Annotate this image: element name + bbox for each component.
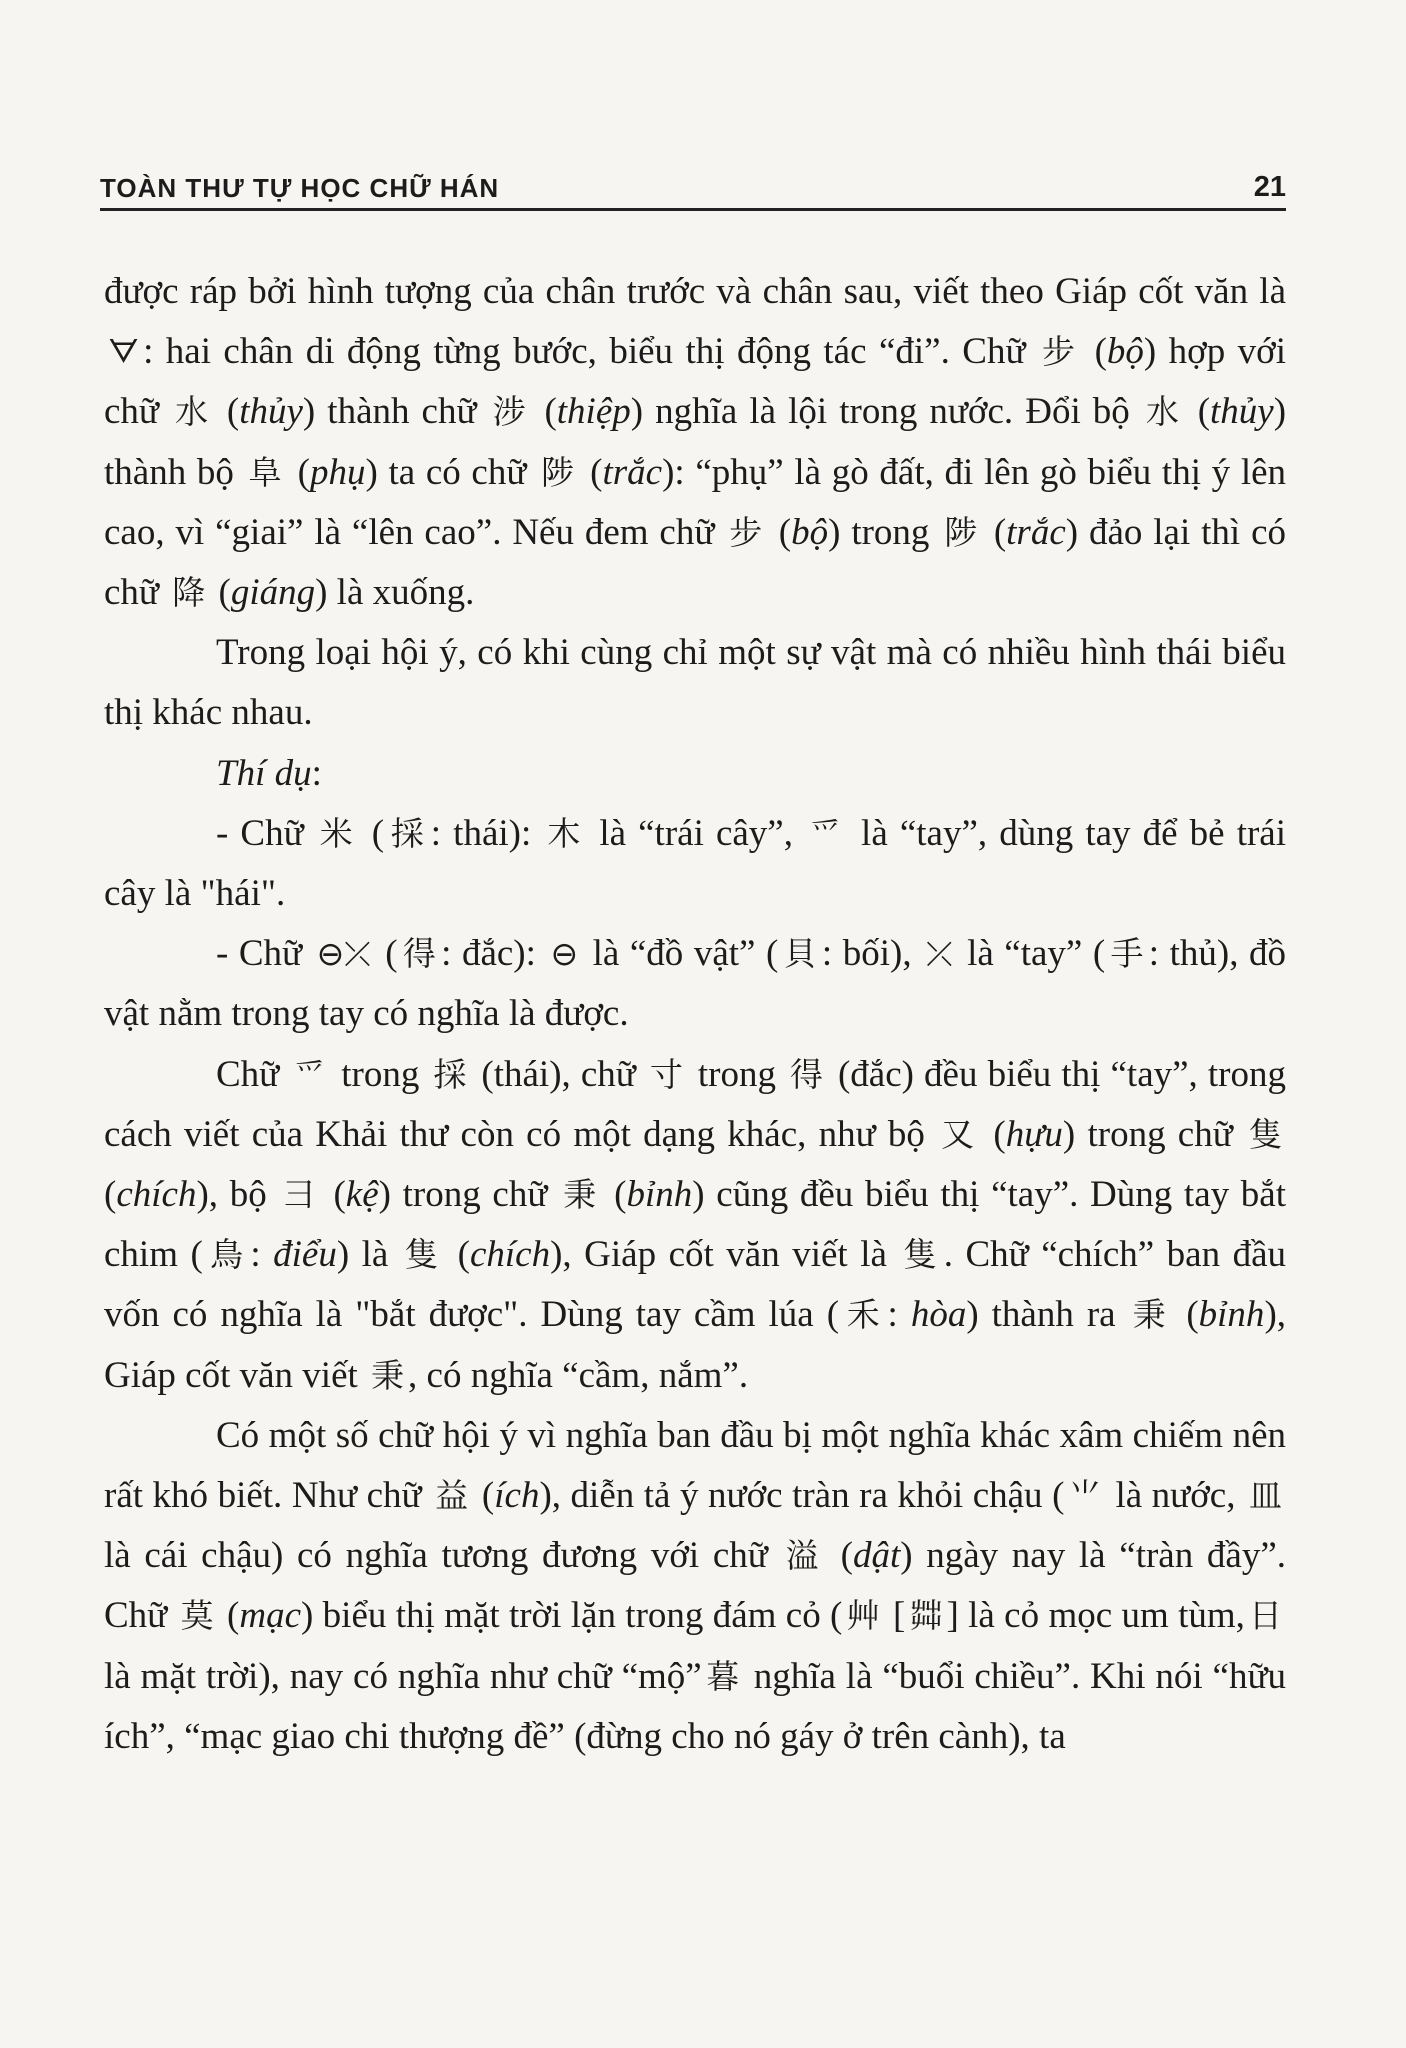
italic-reading: bộ: [791, 511, 829, 553]
italic-reading: bộ: [1106, 331, 1144, 373]
oracle-bone-glyph: 隻: [903, 1235, 940, 1275]
text-run: : hai chân di động từng bước, biểu thị động tác “đi”. Chữ: [143, 331, 1038, 373]
text-run: (: [579, 451, 603, 493]
text-run: Có một số chữ hội ý vì nghĩa ban đầu bị một nghĩa khác xâm chiếm nên rất khó biết. Như chữ: [104, 1414, 1286, 1517]
text-run: (: [767, 511, 792, 553]
han-character: 涉: [492, 392, 529, 432]
text-run: ) ta có chữ: [365, 451, 538, 493]
italic-reading: kệ: [345, 1174, 379, 1216]
han-character: 秉: [1132, 1295, 1170, 1335]
text-run: (: [209, 572, 231, 614]
text-run: là “trái cây”,: [587, 812, 806, 854]
text-run: trong: [331, 1053, 430, 1095]
italic-reading: chích: [469, 1234, 551, 1276]
italic-reading: thiệp: [556, 391, 631, 433]
example-item-dac: [104, 924, 1286, 1044]
han-character: 又: [941, 1114, 978, 1154]
text-run: được ráp bởi hình tượng của chân trước và chân sau, viết theo Giáp cốt văn là: [104, 271, 1286, 312]
han-character: 陟: [541, 452, 576, 492]
text-run: : đắc):: [441, 933, 547, 975]
text-run: (: [826, 1535, 853, 1577]
text-run: ) thành ra: [966, 1294, 1129, 1336]
body-text: [104, 262, 1286, 1767]
book-title: TOÀN THƯ TỰ HỌC CHỮ HÁN: [100, 173, 500, 203]
paragraph-1: [104, 262, 1286, 623]
han-character: 莫: [180, 1596, 214, 1636]
oracle-bone-glyph: ⽶: [319, 813, 356, 853]
example-label: Thí dụ: [216, 752, 312, 794]
text-run: là mặt trời), nay có nghĩa như chữ “mộ”: [104, 1655, 702, 1697]
text-run: nghĩa là “buổi chiều”. Khi nói “hữu ích”, “mạc giao chi thượng đề” (đừng cho nó gáy ở trên cành), ta: [104, 1655, 1287, 1757]
text-run: là cái chậu) có nghĩa tương đương với chữ: [104, 1535, 782, 1577]
text-run: :: [250, 1234, 274, 1276]
italic-reading: ích: [494, 1475, 540, 1517]
text-run: (: [286, 451, 310, 493]
example-item-thai: [104, 804, 1286, 924]
italic-reading: hòa: [910, 1294, 967, 1336]
text-run: Chữ: [216, 1053, 290, 1095]
han-character: 彐: [282, 1175, 318, 1215]
paragraph-7: [104, 1406, 1286, 1767]
han-character: 陟: [944, 512, 979, 552]
text-run: ) đảo lại thì có chữ: [104, 511, 1286, 614]
oracle-bone-glyph: ⊖: [550, 934, 579, 974]
han-character: 手: [1109, 934, 1145, 974]
running-header: [100, 168, 1286, 211]
text-run: :: [311, 752, 322, 794]
han-character: 降: [172, 573, 206, 613]
text-run: trong: [687, 1053, 787, 1095]
han-character: 茻: [909, 1596, 943, 1636]
text-run: (: [981, 1113, 1006, 1155]
text-run: ) trong: [828, 511, 941, 553]
text-run: . Chữ “chích” ban đầu vốn có nghĩa là "bắt được". Dùng tay cầm lúa (: [104, 1234, 1287, 1336]
text-run: - Chữ: [216, 812, 316, 854]
text-run: ) cũng đều biểu thị “tay”. Dùng tay bắt chim (: [104, 1174, 1286, 1276]
text-run: ) biểu thị mặt trời lặn trong đám cỏ (: [301, 1595, 843, 1637]
text-run: (: [1173, 1294, 1199, 1336]
italic-reading: chích: [116, 1174, 197, 1216]
oracle-bone-glyph: ᗊ: [108, 332, 140, 372]
italic-reading: thủy: [1210, 391, 1274, 433]
han-character: 爫: [293, 1054, 328, 1094]
han-character: 暮: [705, 1656, 740, 1696]
han-character: 得: [401, 934, 438, 974]
han-character: 益: [435, 1476, 469, 1516]
text-run: ), bộ: [196, 1174, 279, 1216]
han-character: 水: [1145, 392, 1182, 432]
italic-reading: giáng: [230, 572, 316, 614]
oracle-bone-glyph: 木: [547, 813, 584, 853]
text-run: (thái), chữ: [471, 1053, 646, 1095]
italic-reading: trắc: [602, 451, 663, 493]
text-run: ) là xuống.: [315, 572, 475, 614]
han-character: 鳥: [206, 1235, 247, 1275]
text-run: [: [883, 1595, 906, 1637]
text-run: (đắc) đều biểu thị “tay”, trong cách viết của Khải thư còn có một dạng khác, như bộ: [104, 1053, 1286, 1155]
text-run: ) là: [336, 1234, 401, 1276]
text-run: : thủ), đồ vật nằm trong tay có nghĩa là được.: [104, 933, 1287, 1035]
han-character: 秉: [563, 1175, 599, 1215]
text-run: (: [472, 1475, 495, 1517]
text-run: là “tay” (: [956, 933, 1106, 975]
han-character: 採: [388, 813, 427, 853]
text-run: là “đồ vật” (: [582, 933, 779, 975]
han-character: 寸: [649, 1054, 684, 1094]
text-run: - Chữ: [216, 933, 313, 975]
text-run: : thái):: [430, 812, 544, 854]
text-run: ), Giáp cốt văn viết: [104, 1294, 1287, 1396]
han-character: 水: [175, 392, 211, 432]
han-character: 步: [1041, 332, 1079, 372]
han-character: 得: [790, 1054, 824, 1094]
text-run: (: [1185, 391, 1211, 433]
italic-reading: điểu: [273, 1234, 337, 1276]
text-run: ) ngày nay là “tràn đầy”. Chữ: [104, 1535, 1286, 1637]
han-character: 艸: [846, 1596, 880, 1636]
text-run: là nước,: [1105, 1475, 1245, 1517]
text-run: (: [445, 1234, 470, 1276]
text-run: ), diễn tả ý nước tràn ra khỏi chậu (: [539, 1475, 1065, 1517]
han-character: 阜: [248, 452, 283, 492]
han-character: 隻: [404, 1235, 442, 1275]
text-run: (: [321, 1174, 346, 1216]
example-heading: [104, 744, 1286, 804]
han-character: 步: [729, 512, 764, 552]
text-run: ) hợp với chữ: [104, 331, 1287, 433]
paragraph-2: Trong loại hội ý, có khi cùng chỉ một sự vật mà có nhiều hình thái biểu thị khác nhau.: [104, 632, 1286, 734]
text-run: ) thành chữ: [302, 391, 489, 433]
page-number: 21: [1253, 171, 1286, 203]
text-run: (: [982, 511, 1007, 553]
italic-reading: bỉnh: [626, 1174, 693, 1216]
oracle-bone-glyph: 爫: [809, 813, 845, 853]
oracle-bone-glyph: ⊖⤫: [316, 934, 371, 974]
text-run: ) thành bộ: [104, 391, 1287, 493]
han-character: 貝: [782, 934, 818, 974]
text-run: , có nghĩa “cầm, nắm”.: [408, 1354, 749, 1396]
italic-reading: dật: [852, 1535, 901, 1577]
italic-reading: thủy: [239, 391, 303, 433]
italic-reading: trắc: [1006, 511, 1066, 553]
oracle-bone-glyph: 皿: [1249, 1476, 1282, 1516]
text-run: (: [532, 391, 557, 433]
han-character: 禾: [843, 1295, 884, 1335]
text-run: (: [217, 1595, 240, 1637]
italic-reading: mạc: [239, 1595, 302, 1637]
italic-reading: phụ: [309, 451, 366, 493]
text-run: : bối),: [821, 933, 923, 975]
text-run: (: [104, 1174, 117, 1216]
text-run: ] là cỏ mọc um tùm,: [946, 1595, 1245, 1637]
text-run: (: [359, 812, 385, 854]
text-run: ) trong chữ: [1062, 1113, 1246, 1155]
text-run: (: [1082, 331, 1107, 373]
italic-reading: hựu: [1005, 1113, 1063, 1155]
text-run: (: [214, 391, 240, 433]
han-character: 採: [433, 1054, 468, 1094]
text-run: ) nghĩa là lội trong nước. Đổi bộ: [630, 391, 1142, 433]
text-run: (: [374, 933, 398, 975]
han-character: 日: [1248, 1596, 1283, 1636]
oracle-bone-glyph: ⺌: [1068, 1476, 1102, 1516]
text-run: là “tay”, dùng tay để bẻ trái cây là "hái".: [104, 812, 1287, 915]
han-character: 隻: [1249, 1114, 1283, 1154]
oracle-bone-glyph: ⤫: [926, 934, 953, 974]
han-character: 溢: [785, 1536, 823, 1576]
text-run: ): “phụ” là gò đất, đi lên gò biểu thị ý lên cao, vì “giai” là “lên cao”. Nếu đem chữ: [104, 451, 1287, 553]
text-run: (: [602, 1174, 627, 1216]
italic-reading: bỉnh: [1198, 1294, 1265, 1336]
oracle-bone-glyph: 秉: [371, 1355, 405, 1395]
text-run: ), Giáp cốt văn viết là: [550, 1234, 900, 1276]
text-run: ) trong chữ: [378, 1174, 560, 1216]
paragraph-6: [104, 1045, 1286, 1406]
text-run: :: [887, 1294, 911, 1336]
